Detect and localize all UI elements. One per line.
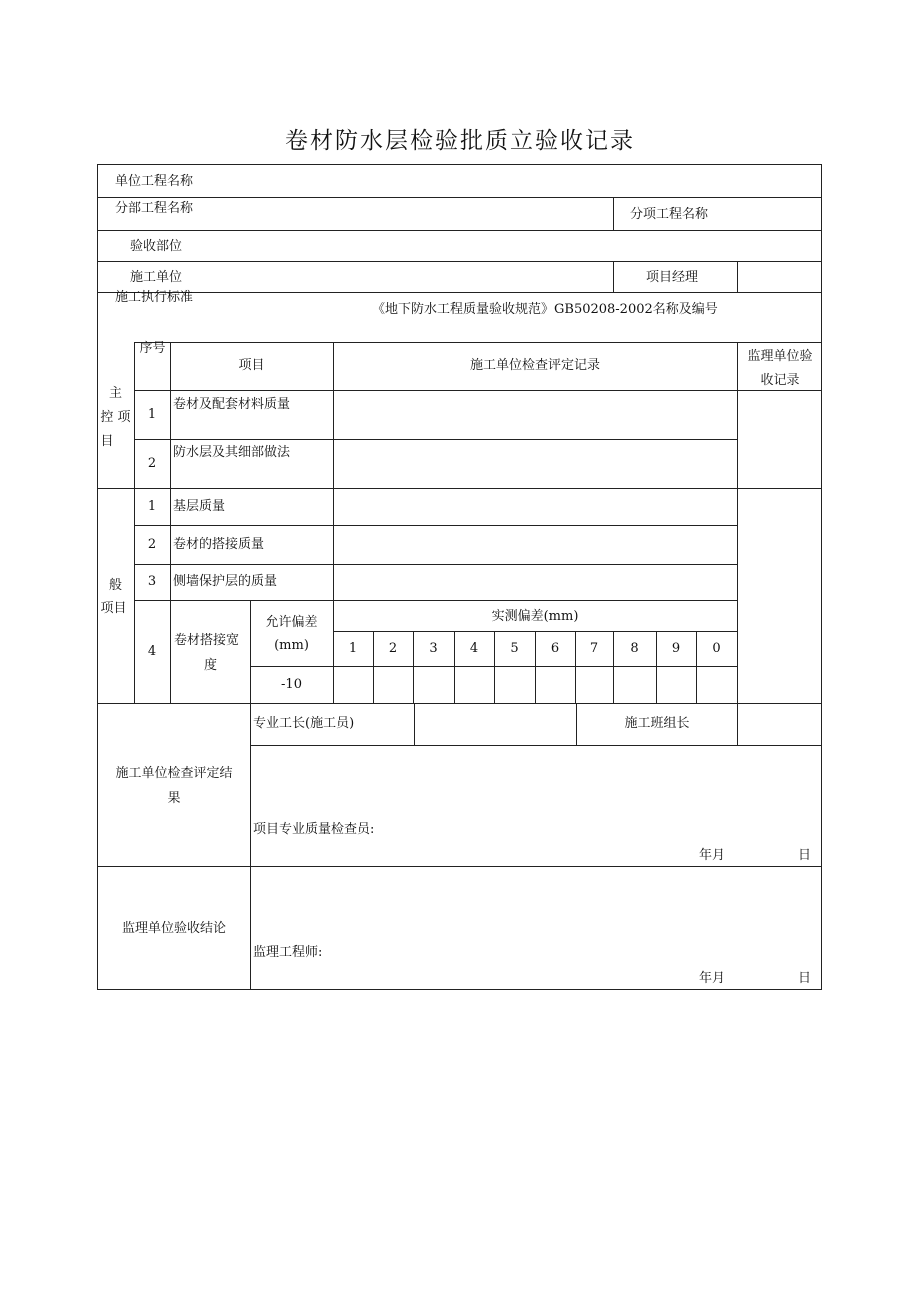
construction-record-header: 施工单位检查评定记录 — [469, 358, 600, 373]
general-item-4-name-line1: 卷材搭接宽 — [174, 633, 240, 648]
supervision-engineer-label: 监理工程师: — [253, 945, 323, 960]
measure-col-3: 3 — [429, 641, 438, 656]
construction-date-day: 日 — [798, 848, 812, 863]
general-item-3-name: 侧墙保护层的质量 — [173, 574, 278, 589]
page-title: 卷材防水层检验批质立验收记录 — [285, 128, 635, 154]
supervision-record-header-line2: 收记录 — [760, 373, 800, 388]
acceptance-location-label: 验收部位 — [130, 239, 183, 254]
general-item-2-name: 卷材的搭接质量 — [173, 537, 265, 552]
main-control-label-line1: 主 — [108, 386, 122, 401]
measure-col-5: 5 — [510, 641, 519, 656]
construction-date-year-month: 年月 — [699, 848, 726, 863]
unit-project-name-label: 单位工程名称 — [115, 174, 194, 189]
measure-col-2: 2 — [388, 641, 398, 656]
general-item-2-no: 2 — [147, 537, 157, 552]
measure-col-10: 0 — [712, 641, 721, 656]
measure-col-6: 6 — [550, 641, 560, 656]
construction-result-label-line1: 施工单位检查评定结 — [115, 766, 233, 781]
allowed-deviation-label-line2: (mm) — [274, 638, 309, 653]
main-control-label-line2: 控 项 — [100, 410, 131, 425]
measure-col-8: 8 — [630, 641, 639, 656]
main-item-2-no: 2 — [147, 456, 157, 471]
allowed-deviation-label-line1: 允许偏差 — [265, 615, 318, 630]
construction-unit-label: 施工单位 — [130, 270, 183, 285]
project-manager-label: 项目经理 — [646, 270, 699, 285]
measure-col-4: 4 — [469, 641, 479, 656]
main-item-2-name: 防水层及其细部做法 — [173, 445, 291, 460]
general-label-line2: 项目 — [100, 601, 127, 616]
general-item-4-name-line2: 度 — [204, 658, 218, 673]
quality-inspector-label: 项目专业质量检查员: — [253, 822, 375, 837]
foreman-label: 专业工长(施工员) — [253, 716, 355, 731]
standard-label: 施工执行标准 — [115, 290, 194, 305]
standard-value: 《地下防水工程质量验收规范》GB50208-2002名称及编号 — [372, 302, 718, 317]
general-item-1-no: 1 — [147, 499, 157, 514]
supervision-date-year-month: 年月 — [699, 971, 726, 986]
measured-deviation-label: 实测偏差(mm) — [491, 609, 579, 624]
division-project-name-label: 分部工程名称 — [115, 201, 194, 216]
general-item-1-name: 基层质量 — [173, 499, 226, 514]
general-item-3-no: 3 — [147, 574, 157, 589]
seq-header: 序号 — [139, 341, 166, 356]
general-item-4-no: 4 — [147, 644, 157, 659]
supervision-record-header-line1: 监理单位验 — [747, 349, 813, 364]
general-label-line1: 般 — [108, 578, 122, 593]
construction-result-label-line2: 果 — [167, 791, 181, 806]
measure-col-7: 7 — [589, 641, 599, 656]
item-header: 项目 — [238, 358, 265, 373]
supervision-date-day: 日 — [798, 971, 812, 986]
main-control-label-line3: 目 — [100, 434, 114, 449]
supervision-conclusion-label: 监理单位验收结论 — [121, 921, 226, 936]
main-item-1-no: 1 — [147, 407, 157, 422]
measure-col-9: 9 — [671, 641, 681, 656]
main-item-1-name: 卷材及配套材料质量 — [173, 397, 291, 412]
team-leader-label: 施工班组长 — [624, 716, 690, 731]
allowed-deviation-value: -10 — [281, 677, 302, 692]
subitem-project-name-label: 分项工程名称 — [630, 207, 709, 222]
measure-col-1: 1 — [348, 641, 358, 656]
